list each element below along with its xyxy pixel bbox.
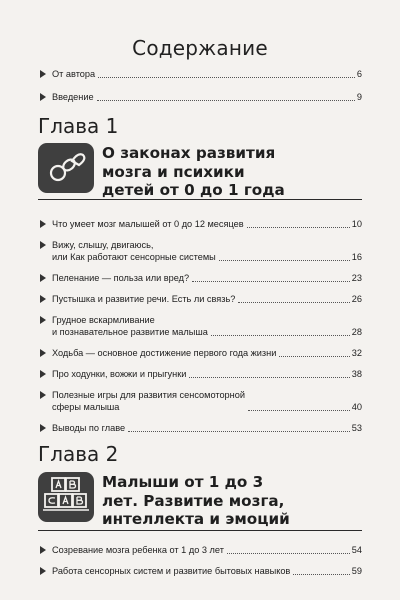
- toc-entry-label: Полезные игры для развития сенсомоторной сферы малыша: [52, 390, 245, 412]
- toc-entry-label: Введение: [52, 92, 94, 102]
- leader-dots: [227, 552, 350, 554]
- toc-entry[interactable]: [38, 368, 362, 380]
- chapter-1-title: О законах развития мозга и психики детей от 0 до 1 года: [102, 144, 285, 199]
- chapter-2-title: Малыши от 1 до 3 лет. Развитие мозга, интеллекта и эмоций: [102, 473, 290, 528]
- toc-entry-page: 32: [351, 348, 362, 358]
- leader-dots: [248, 409, 350, 411]
- leader-dots: [238, 301, 349, 303]
- toc-entry[interactable]: [38, 347, 362, 359]
- chapter-2-divider: [38, 530, 362, 531]
- chapter-1-entries: [38, 218, 362, 434]
- toc-entry[interactable]: [38, 422, 362, 434]
- toc-entry-page: 23: [351, 273, 362, 283]
- toc-entry[interactable]: [38, 218, 362, 230]
- contents-heading: Содержание: [132, 36, 268, 60]
- leader-dots: [98, 76, 355, 78]
- toc-entry-label: Работа сенсорных систем и развитие бытовых навыков: [52, 566, 291, 576]
- toc-entry[interactable]: [38, 314, 362, 338]
- toc-entry-page: 9: [356, 92, 362, 102]
- toc-entry-page: 59: [351, 566, 362, 576]
- toc-entry[interactable]: [38, 389, 362, 413]
- toc-entry-label: Пустышка и развитие речи. Есть ли связь?: [52, 294, 236, 304]
- chapter-2-label: Глава 2: [38, 442, 119, 466]
- abc-blocks-icon: [38, 472, 94, 522]
- toc-entry-label: Грудное вскармливание и познавательное развитие малыша: [52, 315, 208, 337]
- toc-entry-page: 28: [351, 327, 362, 337]
- pacifier-icon: [38, 143, 94, 193]
- leader-dots: [293, 573, 349, 575]
- leader-dots: [211, 334, 350, 336]
- toc-entry-label: Ходьба — основное достижение первого года жизни: [52, 348, 277, 358]
- toc-entry[interactable]: [38, 91, 362, 103]
- toc-entry-page: 40: [351, 402, 362, 412]
- toc-entry[interactable]: [38, 293, 362, 305]
- toc-entry-page: 53: [351, 423, 362, 433]
- toc-entry[interactable]: [38, 68, 362, 80]
- toc-entry-label: Выводы по главе: [52, 423, 126, 433]
- toc-entry-page: 38: [351, 369, 362, 379]
- toc-entry-label: Созревание мозга ребенка от 1 до 3 лет: [52, 545, 224, 555]
- leader-dots: [192, 280, 350, 282]
- leader-dots: [189, 376, 349, 378]
- toc-entry-label: Про ходунки, вожжи и прыгунки: [52, 369, 187, 379]
- toc-entry[interactable]: [38, 565, 362, 577]
- leader-dots: [128, 430, 350, 432]
- toc-entry-page: 6: [356, 69, 362, 79]
- toc-entry-page: 54: [351, 545, 362, 555]
- leader-dots: [97, 99, 355, 101]
- chapter-1-label: Глава 1: [38, 114, 119, 138]
- toc-entry[interactable]: [38, 272, 362, 284]
- toc-entry-label: Вижу, слышу, двигаюсь, или Как работают сенсорные системы: [52, 240, 216, 262]
- toc-entry[interactable]: [38, 239, 362, 263]
- front-matter-list: [38, 68, 362, 103]
- leader-dots: [279, 355, 349, 357]
- leader-dots: [219, 259, 350, 261]
- toc-entry-page: 10: [351, 219, 362, 229]
- leader-dots: [247, 226, 350, 228]
- toc-entry[interactable]: [38, 544, 362, 556]
- toc-entry-label: От автора: [52, 69, 96, 79]
- chapter-2-entries: [38, 544, 362, 577]
- toc-entry-page: 26: [351, 294, 362, 304]
- toc-entry-page: 16: [351, 252, 362, 262]
- chapter-1-divider: [38, 199, 362, 200]
- toc-entry-label: Пеленание — польза или вред?: [52, 273, 190, 283]
- toc-entry-label: Что умеет мозг малышей от 0 до 12 месяцев: [52, 219, 244, 229]
